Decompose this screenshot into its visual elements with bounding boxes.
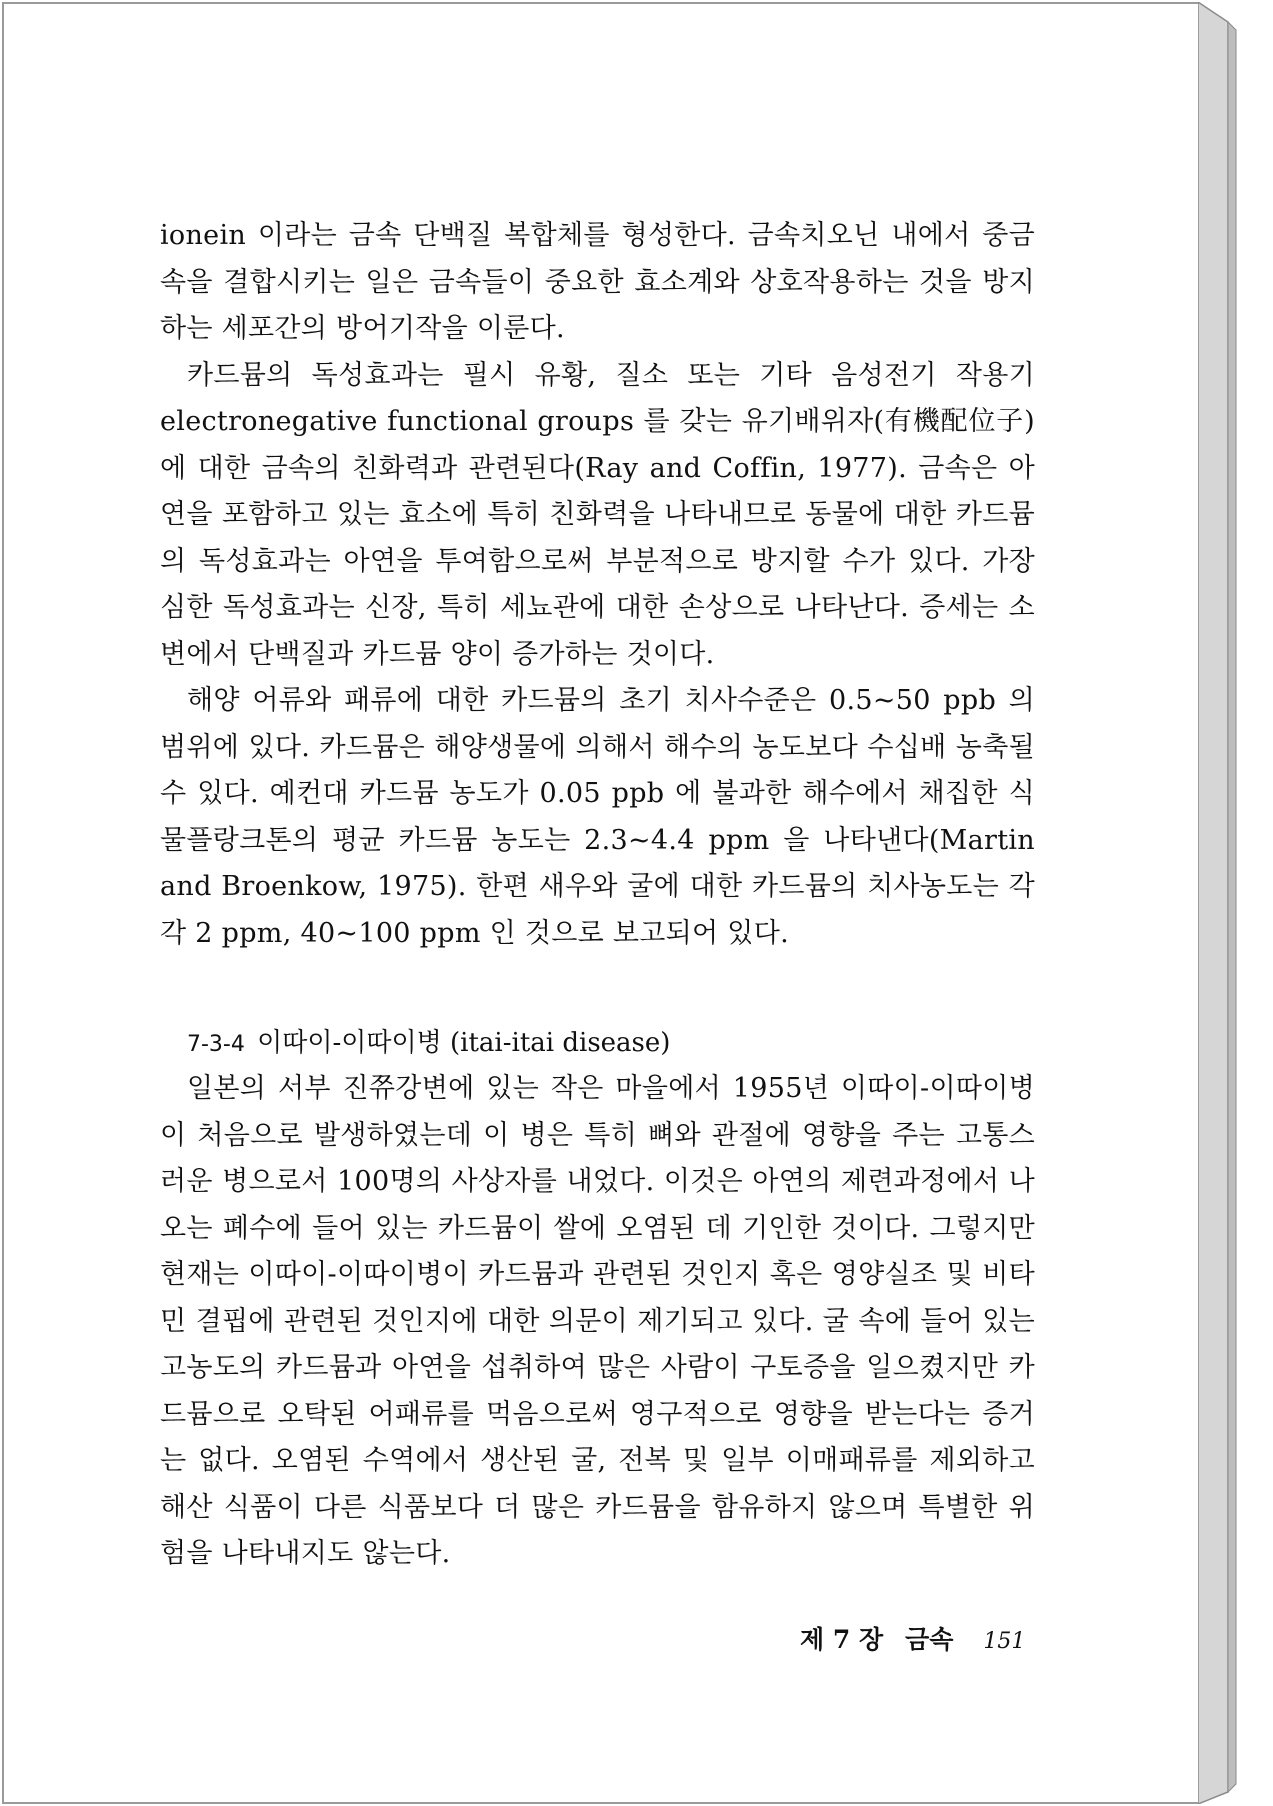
footer-chapter-title: 금속 xyxy=(905,1625,954,1654)
section-paragraph: 일본의 서부 진쮸강변에 있는 작은 마을에서 1955년 이따이-이따이병이 처음으로 발생하였는데 이 병은 특히 뼈와 관절에 영향을 주는 고통스러운 병으로서 100명의 사상자를 내었다. 이것은 아연의 제련과정에서 나오는 폐수에 들어 있는 카드뮴이 쌀에 오염된 데 기인한 것이다. 그렇지만 현재는 이따이-이따이병이 카드뮴과 관련된 것인지 혹은 영양실조 및 비타민 결핍에 관련된 것인지에 대한 의문이 제기되고 있다. 굴 속에 들어 있는 고농도의 카드뮴과 아연을 섭취하여 많은 사람이 구토증을 일으켰지만 카드뮴으로 오탁된 어패류를 먹음으로써 영구적으로 영향을 받는다는 증거는 없다. 오염된 수역에서 생산된 굴, 전복 및 일부 이매패류를 제외하고 해산 식품이 다른 식품보다 더 많은 카드뮴을 함유하지 않으며 특별한 위험을 나타내지도 않는다. xyxy=(160,1073,1035,1569)
paragraph-1: ionein 이라는 금속 단백질 복합체를 형성한다. 금속치오닌 내에서 중금속을 결합시키는 일은 금속들이 중요한 효소계와 상호작용하는 것을 방지하는 세포간의 방어기작을 이룬다. xyxy=(160,220,1035,344)
page-edge xyxy=(1198,2,1272,1804)
paragraph-2: 카드뮴의 독성효과는 필시 유황, 질소 또는 기타 음성전기 작용기 electronegative functional groups 를 갖는 유기배위자(有機配位子)에 대한 금속의 친화력과 관련된다(Ray and Coffin, 1977). 금속은 아연을 포함하고 있는 효소에 특히 친화력을 나타내므로 동물에 대한 카드뮴의 독성효과는 아연을 투여함으로써 부분적으로 방지할 수가 있다. 가장 심한 독성효과는 신장, 특히 세뇨관에 대한 손상으로 나타난다. 증세는 소변에서 단백질과 카드뮴 양이 증가하는 것이다. xyxy=(160,359,1035,670)
paragraph-3: 해양 어류와 패류에 대한 카드뮴의 초기 치사수준은 0.5~50 ppb 의 범위에 있다. 카드뮴은 해양생물에 의해서 해수의 농도보다 수십배 농축될 수 있다. 예컨대 카드뮴 농도가 0.05 ppb 에 불과한 해수에서 채집한 식물플랑크톤의 평균 카드뮴 농도는 2.3~4.4 ppm 을 나타낸다(Martin and Broenkow, 1975). 한편 새우와 굴에 대한 카드뮴의 치사농도는 각각 2 ppm, 40~100 ppm 인 것으로 보고되어 있다. xyxy=(160,685,1035,949)
section-title: 이따이-이따이병 (itai-itai disease) xyxy=(257,1028,671,1058)
section-heading xyxy=(187,1023,987,1065)
body-text xyxy=(160,213,1035,957)
page-number: 151 xyxy=(983,1629,1026,1654)
section-number: 7-3-4 xyxy=(187,1032,245,1057)
page-footer xyxy=(800,1620,1050,1656)
section-body xyxy=(160,1066,1035,1578)
footer-chapter: 제 7 장 xyxy=(800,1625,884,1654)
